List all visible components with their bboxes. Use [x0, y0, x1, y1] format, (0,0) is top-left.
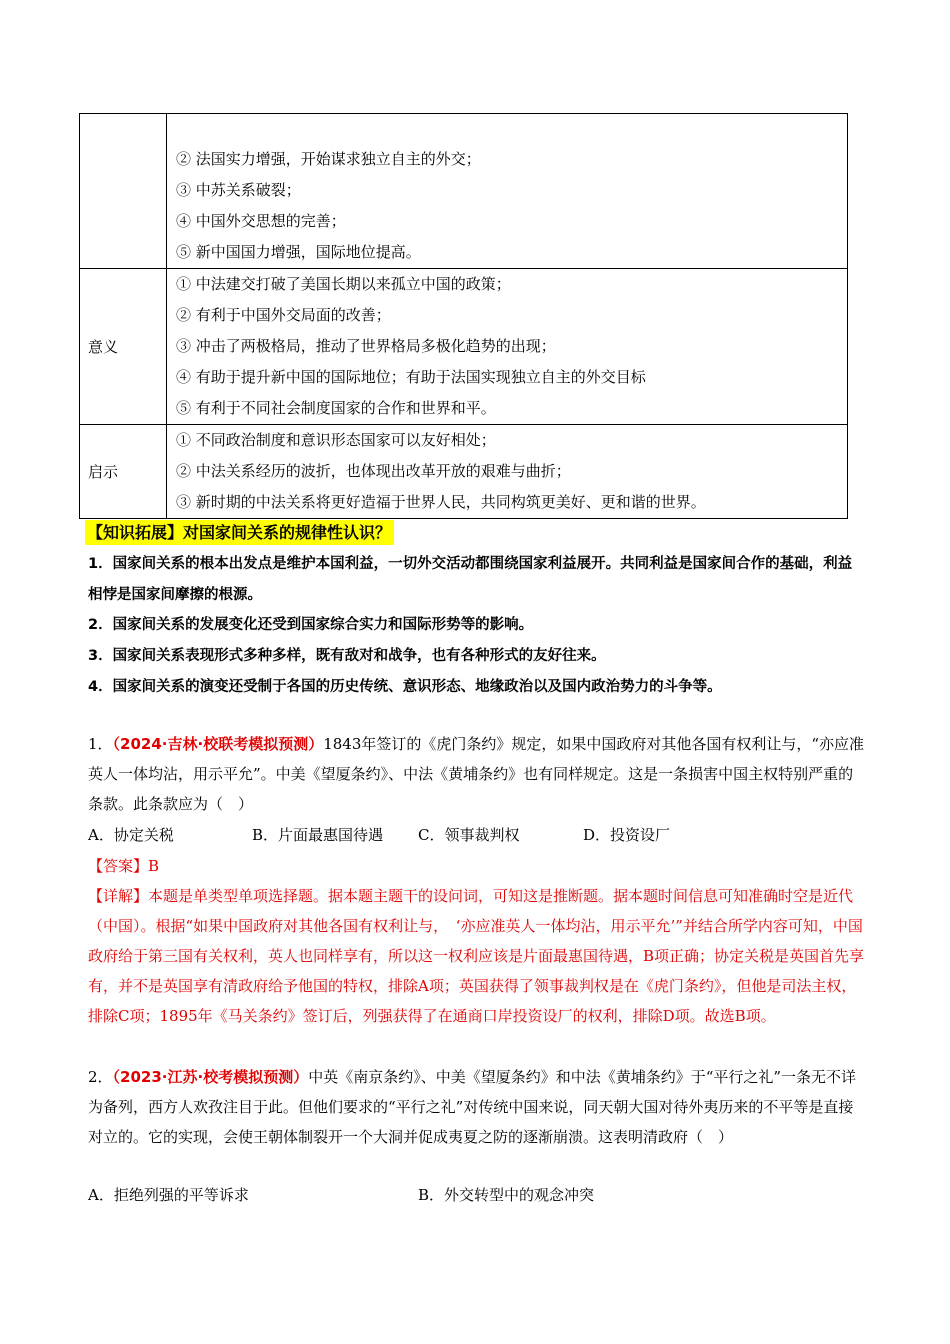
- list-item: ① 中法建交打破了美国长期以来孤立中国的政策；: [176, 275, 511, 293]
- table-row: [80, 114, 848, 269]
- extension-point: 4．国家间关系的演变还受制于各国的历史传统、意识形态、地缘政治以及国内政治势力的斗争等。: [88, 679, 722, 695]
- option-b: B．片面最惠国待遇: [252, 826, 384, 844]
- answer: [88, 851, 868, 881]
- extension-point: 1．国家间关系的根本出发点是维护本国利益，一切外交活动都围绕国家利益展开。共同利益是国家间合作的基础，利益相悖是国家间摩擦的根源。: [88, 556, 853, 603]
- option-a: A．拒绝列强的平等诉求: [88, 1186, 249, 1204]
- question-number: 1．: [88, 735, 113, 753]
- table-row: [80, 425, 848, 519]
- question-source: （2023·江苏·校考模拟预测）: [112, 1068, 309, 1086]
- list-item: ② 有利于中国外交局面的改善；: [176, 306, 391, 324]
- question-source: （2024·吉林·校联考模拟预测）: [112, 735, 324, 753]
- answer-label: 【答案】: [88, 857, 149, 875]
- row-content: [167, 114, 848, 269]
- option-a: A．协定关税: [88, 826, 174, 844]
- list-item: ⑤ 有利于不同社会制度国家的合作和世界和平。: [176, 399, 496, 417]
- list-item: ③ 中苏关系破裂；: [176, 181, 301, 199]
- option-d: D．投资设厂: [583, 826, 671, 844]
- row-label: 意义: [80, 269, 167, 425]
- list-item: ① 不同政治制度和意识形态国家可以友好相处；: [176, 431, 496, 449]
- list-item: ② 法国实力增强，开始谋求独立自主的外交；: [176, 150, 481, 168]
- row-content: [167, 425, 848, 519]
- question-2: [88, 1062, 868, 1152]
- list-item: ③ 新时期的中法关系将更好造福于世界人民，共同构筑更美好、更和谐的世界。: [176, 493, 706, 511]
- list-item: ② 中法关系经历的波折，也体现出改革开放的艰难与曲折；: [176, 462, 571, 480]
- option-b: B．外交转型中的观念冲突: [418, 1186, 595, 1204]
- table-row: [80, 269, 848, 425]
- explanation-label: 【详解】: [88, 887, 149, 905]
- question-stem: 中英《南京条约》、中美《望厦条约》和中法《黄埔条约》于“平行之礼”一条无不详为备列，西方人欢孜注目于此。但他们要求的“平行之礼”对传统中国来说，同天朝大国对待外夷历来的不平等是直接对立的。它的实现，会使王朝体制裂开一个大洞并促成夷夏之防的逐渐崩溃。这表明清政府（ ）: [88, 1068, 857, 1146]
- list-item: ⑤ 新中国国力增强，国际地位提高。: [176, 243, 421, 261]
- list-item: ④ 中国外交思想的完善；: [176, 212, 346, 230]
- knowledge-table: [79, 113, 848, 519]
- answer-value: B: [148, 857, 160, 875]
- list-item: ③ 冲击了两极格局，推动了世界格局多极化趋势的出现；: [176, 337, 556, 355]
- row-label: 启示: [80, 425, 167, 519]
- extension-point: 2．国家间关系的发展变化还受到国家综合实力和国际形势等的影响。: [88, 617, 534, 633]
- option-c: C．领事裁判权: [418, 826, 520, 844]
- extension-point: 3．国家间关系表现形式多种多样，既有敌对和战争，也有各种形式的友好往来。: [88, 648, 606, 664]
- question-number: 2．: [88, 1068, 113, 1086]
- question-stem: 1843年签订的《虎门条约》规定，如果中国政府对其他各国有权利让与，“亦应准英人一体均沾，用示平允”。中美《望厦条约》、中法《黄埔条约》也有同样规定。这是一条损害中国主权特别严重的条款。此条款应为（ ）: [88, 735, 865, 813]
- explanation-text: 本题是单类型单项选择题。据本题主题干的设问词，可知这是推断题。据本题时间信息可知准确时空是近代（中国）。根据“如果中国政府对其他各国有权利让与， ‘亦应准英人一体均沾，用示平允’”并结合所学内容可知，中国政府给于第三国有关权利，英人也同样享有，所以这一权利应该是片面最惠国待遇，B项正确；协定关税是英国首先享有，并不是英国享有清政府给予他国的特权，排除A项；英国获得了领事裁判权是在《虎门条约》，但他是司法主权，排除C项；1895年《马关条约》签订后，列强获得了在通商口岸投资设厂的权利，排除D项。故选B项。: [88, 887, 865, 1025]
- question-1: [88, 729, 868, 819]
- extension-heading: 【知识拓展】对国家间关系的规律性认识？: [85, 520, 394, 545]
- row-label: [80, 114, 167, 269]
- explanation: [88, 881, 868, 1031]
- row-content: [167, 269, 848, 425]
- list-item: ④ 有助于提升新中国的国际地位；有助于法国实现独立自主的外交目标: [176, 368, 646, 386]
